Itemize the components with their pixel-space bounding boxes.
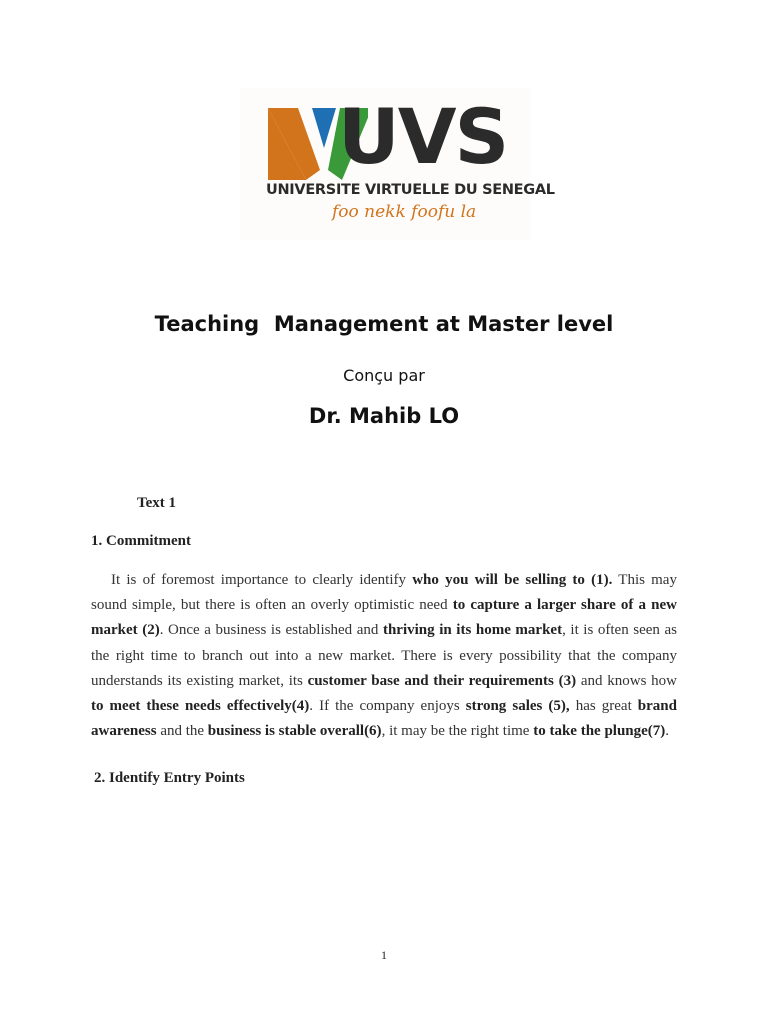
emphasis-phrase: business is stable overall(6) — [207, 723, 382, 740]
heading-entry-points: 2. Identify Entry Points — [94, 770, 245, 786]
text-run: It is of foremost importance to clearly identify — [111, 572, 413, 588]
logo-wordmark: UVS — [338, 92, 508, 181]
logo-university-name: UNIVERSITE VIRTUELLE DU SENEGAL — [266, 182, 555, 198]
text-run: This may sound simple, but there is often an overly optimistic need — [91, 572, 677, 614]
designed-by-label: Conçu par — [343, 366, 425, 385]
emphasis-phrase: thriving in its home market — [382, 622, 563, 639]
text-run: . Once a business is established and — [159, 622, 383, 639]
heading-commitment: 1. Commitment — [91, 533, 191, 549]
author-name: Dr. Mahib LO — [308, 404, 460, 428]
text-run: , it may be the right time — [381, 723, 534, 740]
text-run: and knows how — [576, 672, 678, 689]
emphasis-phrase: customer base and their requirements (3) — [307, 672, 577, 689]
emphasis-phrase: to meet these needs effectively(4) — [91, 698, 310, 715]
emphasis-phrase: to take the plunge(7) — [533, 723, 666, 740]
text-run: . If the company enjoys — [309, 698, 466, 715]
logo-tagline: foo nekk foofu la — [332, 202, 477, 222]
text-run: , it is often seen as the right time to branch out into a new market. There is every possibility that the company understands its existing market, its — [91, 622, 678, 689]
document-title: Teaching Management at Master level — [154, 312, 614, 336]
uvs-logo — [240, 88, 555, 240]
text-run: has great — [569, 698, 638, 715]
page-number: 1 — [381, 948, 387, 962]
text-run: and the — [156, 723, 208, 740]
emphasis-phrase: who you will be selling to (1). — [412, 572, 613, 588]
emphasis-phrase: brand awareness — [91, 698, 677, 740]
text-run: . — [665, 723, 670, 740]
emphasis-phrase: strong sales (5), — [465, 698, 570, 715]
section-label: Text 1 — [137, 495, 177, 511]
body-paragraph — [91, 568, 677, 744]
emphasis-phrase: to capture a larger share of a new market (2) — [91, 597, 677, 639]
